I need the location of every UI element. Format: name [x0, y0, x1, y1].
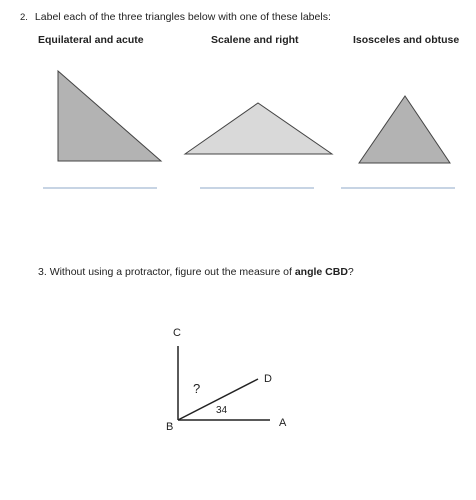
point-d-label: D — [264, 373, 272, 385]
label-option-1: Equilateral and acute — [38, 34, 144, 46]
label-option-3: Isosceles and obtuse — [353, 34, 460, 46]
question-2-number: 2. — [20, 12, 28, 23]
unknown-angle-label: ? — [193, 381, 201, 396]
triangle-obtuse — [185, 103, 332, 154]
triangle-acute — [359, 96, 450, 163]
question-2-text: Label each of the three triangles below with one of these labels: — [34, 11, 331, 23]
point-a-label: A — [279, 417, 287, 429]
known-angle-label: 34 — [216, 405, 228, 416]
question-3-text-bold: angle CBD — [294, 266, 348, 278]
question-3-text-before: Without using a protractor, figure out the measure of — [49, 266, 295, 278]
point-b-label: B — [166, 421, 174, 433]
question-3-text-after: ? — [347, 266, 354, 278]
label-option-2: Scalene and right — [211, 34, 299, 46]
angle-diagram — [166, 327, 287, 433]
question-3-prompt — [38, 266, 354, 278]
point-c-label: C — [173, 327, 181, 339]
triangle-right — [58, 71, 161, 161]
question-3-number: 3. — [38, 266, 47, 278]
